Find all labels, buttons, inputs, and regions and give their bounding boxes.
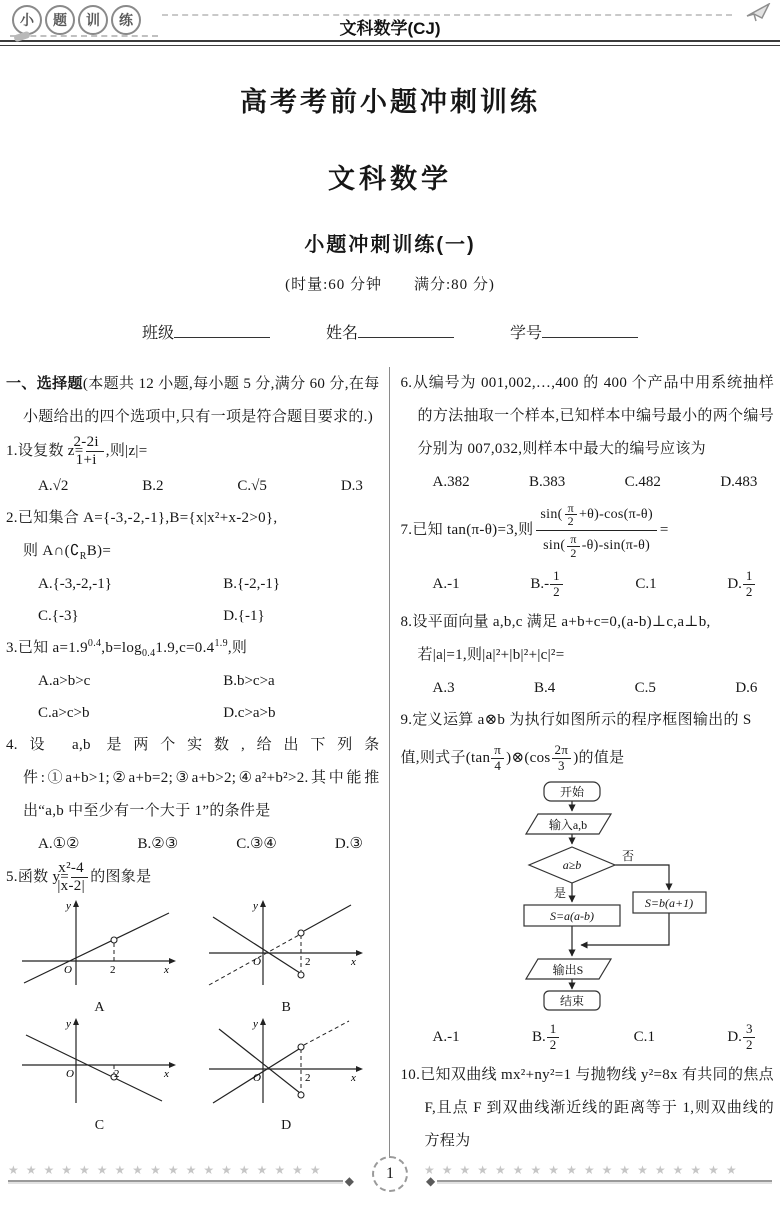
- q2-options-row2: [38, 600, 363, 632]
- q8-stem-line1: 设平面向量 a,b,c 满足 a+b+c=0,(a-b)⊥c,a⊥b,: [412, 614, 711, 630]
- footer-stars-left: ★★★★★★★★★★★★★★★★★★ ◆: [8, 1163, 354, 1188]
- graph-B-letter: B: [281, 1000, 291, 1015]
- graph-D-letter: D: [281, 1118, 292, 1133]
- id-field: [510, 325, 638, 342]
- q7-den-pi: π: [567, 533, 579, 547]
- q7-den-pi-frac: [567, 533, 579, 559]
- flow-input-label: 输入a,b: [549, 818, 588, 832]
- logo-char-4: 练: [111, 5, 141, 35]
- logo-char-1: 小: [12, 5, 42, 35]
- q5-frac-num: x²-4: [71, 860, 88, 878]
- star-row-left: ★★★★★★★★★★★★★★★★★★: [8, 1163, 328, 1177]
- q9-options: [433, 1015, 758, 1059]
- section-title: 小题冲刺训练(一): [304, 234, 476, 256]
- graph-A-tick: 2: [110, 964, 116, 976]
- logo-char-3: 训: [78, 5, 108, 35]
- page-header: [0, 0, 780, 46]
- question-5: [6, 860, 380, 896]
- class-label: 班级: [141, 325, 174, 342]
- q3-option-b: B.b>c>a: [223, 672, 275, 689]
- q9-expr-3: )的值是: [573, 749, 625, 766]
- q5-stem: 函数 y=: [17, 868, 70, 885]
- q7-option-a: A. -1: [432, 576, 460, 592]
- graph-A-origin: O: [64, 964, 73, 976]
- q8-number: 8.: [400, 614, 413, 630]
- main-title: 高考考前小题冲刺训练: [240, 87, 540, 117]
- q7-den-a: sin(: [543, 537, 566, 553]
- q4-option-b: B.②③: [137, 835, 179, 852]
- q4-options: [38, 828, 363, 860]
- header-rule: [0, 40, 780, 46]
- q7-numerator: [536, 501, 657, 531]
- question-10: [401, 1059, 775, 1158]
- q3-stem-4: ,则: [227, 639, 248, 656]
- q6-option-a: A.382: [432, 474, 470, 490]
- q3-exp-1: 0.4: [87, 637, 102, 649]
- question-3: [6, 632, 380, 665]
- q6-stem: 从编号为 001,002,…,400 的 400 个产品中用系统抽样的方法抽取一个样本,已知样本中编号最小的两个编号分别为 007,032,则样本中最大的编号应该为: [412, 375, 774, 457]
- q4-option-a: A.①②: [38, 835, 80, 852]
- paper-plane-icon: [746, 3, 772, 23]
- q9-option-c: C. 1: [633, 1029, 655, 1045]
- q3-stem-1: 已知 a=1.9: [17, 639, 88, 656]
- graph-C-origin: O: [66, 1068, 75, 1080]
- q7-equals: =: [659, 521, 669, 538]
- q2-stem-line1: 已知集合 A={-3,-2,-1},B={x|x²+x-2>0},: [17, 509, 278, 526]
- q9-stem-line2: 值,则式子: [400, 749, 466, 766]
- q10-number: 10.: [400, 1067, 421, 1083]
- graph-C-letter: C: [94, 1118, 105, 1133]
- q7-num-pi-frac: [565, 502, 577, 528]
- q2-option-c: C.{-3}: [38, 607, 79, 624]
- q5-frac-den: |x-2|: [57, 877, 85, 894]
- flow-yes-box-label: S=a(a-b): [550, 909, 595, 923]
- logo-underline-dash: [10, 35, 158, 37]
- q1-stem: 设复数 z=: [17, 443, 84, 460]
- q10-stem: 已知双曲线 mx²+ny²=1 与抛物线 y²=8x 有共同的焦点 F,且点 F 到双曲线渐近线的距离等于 1,则双曲线的方程为: [420, 1067, 774, 1149]
- q3-number: 3.: [6, 639, 18, 656]
- question-8: [401, 606, 775, 672]
- q3-stem-3: 1.9,c=0.4: [155, 639, 215, 656]
- header-title: 文科数学(CJ): [339, 19, 441, 38]
- q6-option-c: C.482: [624, 474, 661, 490]
- q7-num-b: +θ)-cos(π-θ): [578, 506, 653, 522]
- q6-number: 6.: [400, 375, 413, 391]
- q7-option-d: D. $\frac{1}{2}$: [727, 568, 757, 600]
- q6-option-b: B.383: [529, 474, 566, 490]
- graph-B-plot: [201, 897, 371, 989]
- q6-option-d: D.483: [720, 474, 758, 490]
- q2-complement-sub: R: [79, 550, 87, 562]
- graph-A-plot: [14, 897, 184, 989]
- graph-B-tick: 2: [305, 956, 311, 968]
- q7-denominator: [536, 531, 657, 559]
- q8-stem-line2: 若|a|=1,则|a|²+|b|²+|c|²=: [417, 647, 565, 663]
- q9-option-a: A. -1: [432, 1029, 460, 1045]
- question-2: [6, 502, 380, 568]
- q9-stem-line1: 定义运算 a⊗b 为执行如图所示的程序框图输出的 S: [412, 712, 752, 728]
- q4-number: 4.: [6, 736, 18, 753]
- q8-options: [433, 672, 758, 704]
- page-number-badge: [372, 1156, 408, 1192]
- page-footer: [0, 1156, 780, 1192]
- q4-option-d: D.③: [334, 835, 363, 852]
- q3-exp-2: 1.9: [214, 637, 228, 649]
- logo-char-2: 题: [45, 5, 75, 35]
- q5-fraction: [57, 859, 88, 896]
- intro-heading: 一、选择题: [6, 375, 83, 392]
- subject-title: 文科数学: [328, 164, 452, 194]
- q3-option-c: C.a>c>b: [38, 704, 90, 721]
- q7-big-fraction: [536, 501, 657, 559]
- graph-D-tick: 2: [305, 1072, 311, 1084]
- two-column-body: [0, 367, 780, 1158]
- q1-number: 1.: [6, 443, 18, 460]
- id-label: 学号: [510, 325, 543, 342]
- flow-output-label: 输出S: [552, 963, 584, 977]
- q3-stem-2: ,b=log: [101, 639, 142, 656]
- name-blank-line: [358, 323, 454, 338]
- q6-options: [433, 466, 758, 498]
- q9-option-b: B. $\frac{1}{2}$: [532, 1021, 561, 1053]
- flow-start-label: 开始: [560, 785, 585, 799]
- q1-stem-post: ,则|z|=: [105, 443, 148, 460]
- q7-num-pi: π: [565, 502, 577, 516]
- q9-flowchart: [401, 781, 775, 1015]
- q8-option-b: B.4: [534, 680, 556, 696]
- q3-option-a: A.a>b>c: [38, 672, 91, 689]
- graph-D-xlabel: x: [351, 1072, 357, 1084]
- decorative-dashed-line: [162, 14, 732, 16]
- q4-option-c: C.③④: [236, 835, 277, 852]
- q7-stem: 已知 tan(π-θ)=3,则: [412, 521, 534, 538]
- name-field: [326, 325, 454, 342]
- q1-option-c: C.√5: [237, 477, 267, 494]
- q7-options: [433, 562, 758, 606]
- brand-logo: [12, 5, 141, 35]
- q2-number: 2.: [6, 509, 18, 526]
- choice-section-intro: [6, 367, 380, 434]
- graph-B-xlabel: x: [351, 956, 357, 968]
- q2-options-row1: [38, 568, 363, 600]
- q8-option-d: D.6: [735, 680, 758, 696]
- exam-meta: (时量:60 分钟 满分:80 分): [285, 277, 495, 293]
- q8-option-c: C.5: [634, 680, 656, 696]
- graph-D: [193, 1015, 380, 1133]
- q2-option-a: A.{-3,-2,-1}: [38, 575, 112, 592]
- graph-A-xlabel: x: [164, 964, 170, 976]
- flowchart-diagram: [462, 781, 712, 1015]
- question-1: [6, 434, 380, 470]
- graph-C-tick: 2: [114, 1068, 120, 1080]
- q1-option-d: D.3: [340, 477, 363, 494]
- q9-2pi3-fraction: $\frac{2\pi}{3}$: [552, 743, 572, 773]
- q3-options-row1: [38, 665, 363, 697]
- q9-number: 9.: [400, 712, 413, 728]
- flow-yes-label: 是: [554, 886, 567, 900]
- graph-C-plot: [14, 1015, 184, 1107]
- q9-option-d: D. $\frac{3}{2}$: [727, 1021, 757, 1053]
- q5-number: 5.: [6, 868, 18, 885]
- graph-D-plot: [201, 1015, 371, 1107]
- footer-rule-left: [8, 1180, 343, 1182]
- graph-C-xlabel: x: [164, 1068, 170, 1080]
- q1-option-b: B.2: [142, 477, 164, 494]
- q3-log-base: 0.4: [141, 647, 156, 659]
- q7-number: 7.: [400, 521, 413, 538]
- q7-option-c: C. 1: [635, 576, 657, 592]
- graph-C-ylabel: y: [66, 1018, 72, 1030]
- graph-B: [193, 897, 380, 1015]
- q2-option-d: D.{-1}: [223, 607, 265, 624]
- flow-no-box-label: S=b(a+1): [645, 896, 694, 910]
- graph-B-origin: O: [253, 956, 262, 968]
- q3-option-d: D.c>a>b: [223, 704, 276, 721]
- page-number: 1: [386, 1165, 394, 1182]
- question-6: [401, 367, 775, 466]
- graph-A-ylabel: y: [66, 900, 72, 912]
- q5-stem-post: 的图象是: [90, 868, 152, 885]
- q7-den-b: -θ)-sin(π-θ): [581, 537, 651, 553]
- q9-pi4-fraction: $\frac{\pi}{4}$: [491, 743, 504, 773]
- q1-frac-num: 2-2i: [86, 434, 104, 452]
- footer-stars-right: ★★★★★★★★★★★★★★★★★★ ◆: [424, 1163, 772, 1185]
- graph-C: [6, 1015, 193, 1133]
- question-9: [401, 704, 775, 737]
- q4-stem: 设 a,b 是两个实数,给出下列条件:①a+b>1;②a+b=2;③a+b>2;④a²+b²>2.其中能推出“a,b 中至少有一个大于 1”的条件是: [17, 736, 380, 819]
- q1-options: [38, 470, 363, 502]
- student-info-row: [0, 320, 780, 343]
- q7-option-b: B. - $\frac{1}{2}$: [530, 568, 564, 600]
- intro-text: (本题共 12 小题,每小题 5 分,满分 60 分,在每小题给出的四个选项中,只有一项是符合题目要求的.): [23, 376, 380, 425]
- q2-stem-line2-end: B)=: [86, 542, 112, 559]
- question-4: [6, 729, 380, 828]
- star-row-right: ★★★★★★★★★★★★★★★★★★: [424, 1163, 744, 1177]
- q1-option-a: A.√2: [38, 477, 69, 494]
- graph-D-ylabel: y: [253, 1018, 259, 1030]
- graph-A: [6, 897, 193, 1015]
- q9-expr-2: )⊗(cos: [506, 749, 551, 766]
- q5-graph-options: [6, 897, 380, 1133]
- flow-no-label: 否: [622, 849, 635, 863]
- q3-options-row2: [38, 697, 363, 729]
- flow-end-label: 结束: [560, 994, 585, 1008]
- q9-expression-line: [401, 737, 775, 779]
- class-field: [142, 325, 270, 342]
- q9-expr-1: (tan: [465, 749, 491, 766]
- q7-num-a: sin(: [540, 506, 563, 522]
- q2-stem-line2: 则 A∩(∁: [23, 542, 80, 559]
- name-label: 姓名: [325, 325, 358, 342]
- q7-num-2: 2: [567, 514, 574, 529]
- flow-condition-label: a≥b: [562, 858, 582, 872]
- left-column: [6, 367, 389, 1158]
- q8-option-a: A.3: [432, 680, 455, 696]
- question-7: [401, 498, 775, 562]
- id-blank-line: [542, 323, 638, 338]
- q2-option-b: B.{-2,-1}: [223, 575, 281, 592]
- right-column: [389, 367, 775, 1158]
- footer-rule-right: [437, 1180, 772, 1182]
- graph-B-ylabel: y: [253, 900, 259, 912]
- q1-fraction: [73, 434, 104, 470]
- q1-frac-den: 1+i: [75, 452, 97, 469]
- graph-A-letter: A: [94, 1000, 105, 1015]
- graph-D-origin: O: [253, 1072, 262, 1084]
- q7-den-2: 2: [570, 545, 577, 560]
- class-blank-line: [174, 323, 270, 338]
